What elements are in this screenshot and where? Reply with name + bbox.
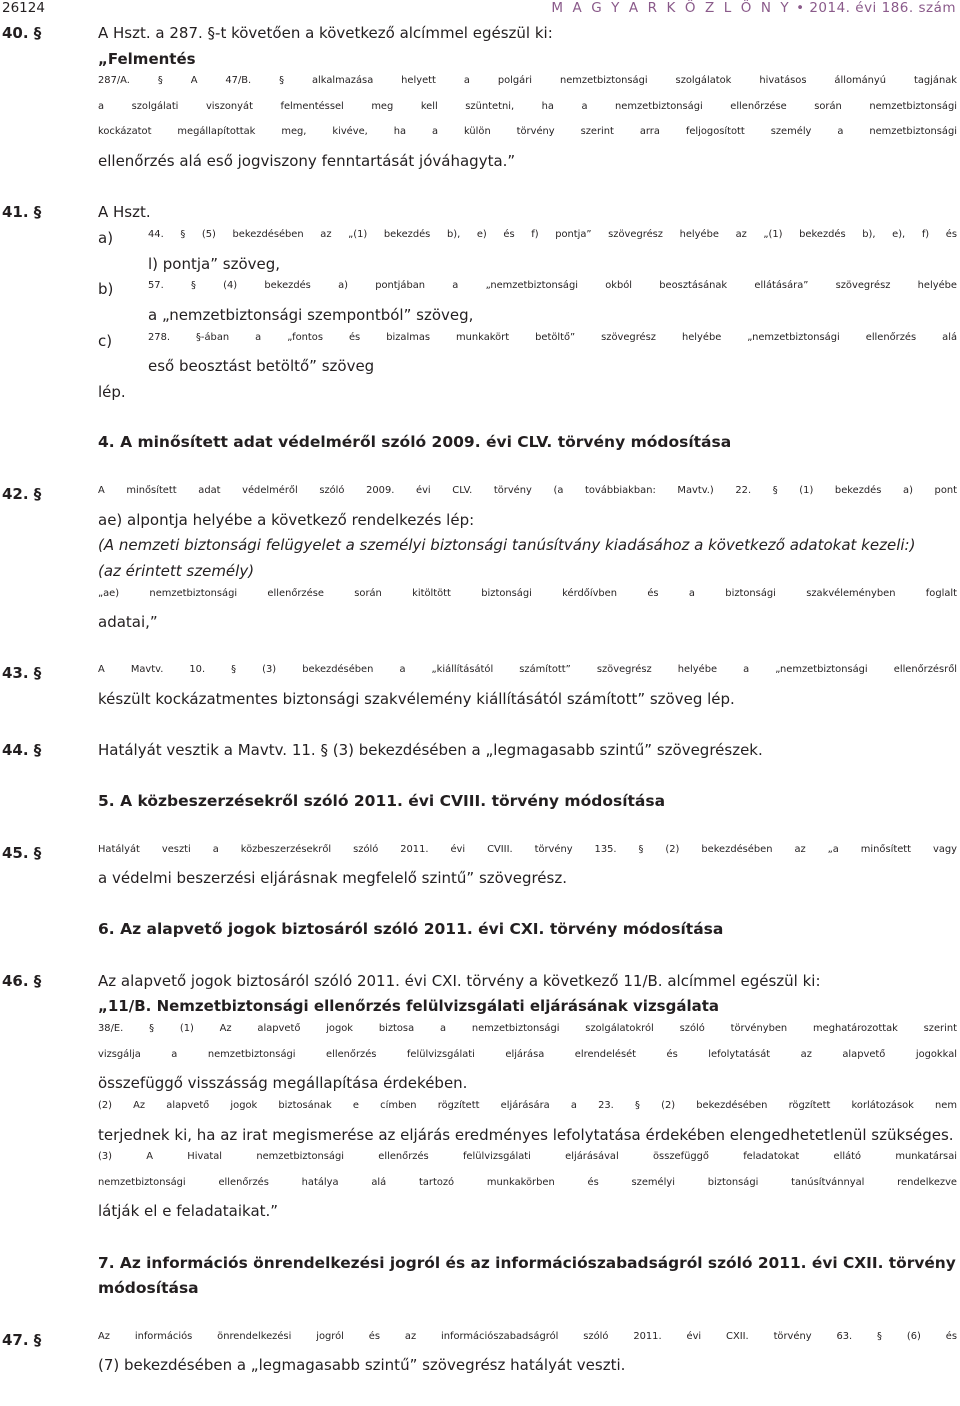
text-line: adatai,” [98,613,158,631]
text-line: (A nemzeti biztonsági felügyelet a személyi biztonsági tanúsítvány kiadásához a következő adatokat kezeli:) [98,536,916,554]
text-line: A minősített adat védelméről szóló 2009. évi CLV. törvény (a továbbiakban: Mavtv.) 22. § (1) bekezdés a) pont [98,485,957,496]
text-line: ae) alpontja helyébe a következő rendelkezés lép: [98,511,475,529]
chapter-heading: 5. A közbeszerzésekről szóló 2011. évi CVIII. törvény módosítása [98,792,666,810]
section-number: 45. § [2,844,42,862]
text-line: a szolgálati viszonyát felmentéssel meg kell szüntetni, ha a nemzetbiztonsági ellenőrzése során nemzetbiztonsági [98,101,957,112]
text-line: a védelmi beszerzési eljárásnak megfelelő szintű” szövegrész. [98,869,567,887]
page-number: 26124 [2,0,45,16]
section-number: 40. § [2,24,42,42]
chapter-heading: módosítása [98,1279,199,1297]
text-line: látják el e feladataikat.” [98,1202,279,1220]
text-line: (az érintett személy) [98,562,255,580]
text-line: lép. [98,383,126,401]
list-item-text: a „nemzetbiztonsági szempontból” szöveg, [148,306,474,324]
section-number: 46. § [2,972,42,990]
bullet-separator: • [796,0,805,16]
list-label: c) [98,332,113,350]
chapter-heading: 4. A minősített adat védelméről szóló 2009. évi CLV. törvény módosítása [98,433,732,451]
list-item-text: l) pontja” szöveg, [148,255,281,273]
text-line: ellenőrzés alá eső jogviszony fenntartását jóváhagyta.” [98,152,516,170]
text-line: 38/E. § (1) Az alapvető jogok biztosa a nemzetbiztonsági szolgálatokról szóló törvényben meghatározottak szerint [98,1023,957,1034]
text-line: készült kockázatmentes biztonsági szakvélemény kiállításától számított” szöveg lép. [98,690,735,708]
subtitle: „Felmentés [98,50,196,68]
text-line: kockázatot megállapítottak meg, kivéve, ha a külön törvény szerint arra feljogosított személy a nemzetbiztonsági [98,126,957,137]
text-line: Az információs önrendelkezési jogról és az információszabadságról szóló 2011. évi CXII. törvény 63. § (6) és [98,1331,957,1342]
text-line: összefüggő visszásság megállapítása érdekében. [98,1074,468,1092]
section-number: 42. § [2,485,42,503]
section-number: 43. § [2,664,42,682]
text-line: 287/A. § A 47/B. § alkalmazása helyett a polgári nemzetbiztonsági szolgálatok hivatásos állományú tagjának [98,75,957,86]
text-line: (2) Az alapvető jogok biztosának e címben rögzített eljárására a 23. § (2) bekezdésében rögzített korlátozások nem [98,1100,957,1111]
text-line: Hatályát vesztik a Mavtv. 11. § (3) bekezdésében a „legmagasabb szintű” szövegrészek. [98,741,763,759]
text-line: (3) A Hivatal nemzetbiztonsági ellenőrzés felülvizsgálati eljárásával összefüggő feladatokat ellátó munkatársai [98,1151,957,1162]
list-label: a) [98,229,114,247]
text-line: nemzetbiztonsági ellenőrzés hatálya alá tartozó munkakörben és személyi biztonsági tanúsítvánnyal rendelkezve [98,1177,957,1188]
chapter-heading: 6. Az alapvető jogok biztosáról szóló 2011. évi CXI. törvény módosítása [98,920,724,938]
chapter-heading: 7. Az információs önrendelkezési jogról és az információszabadságról szóló 2011. évi CXII. törvény [98,1254,956,1272]
text-line: Az alapvető jogok biztosáról szóló 2011. évi CXI. törvény a következő 11/B. alcímmel egészül ki: [98,972,821,990]
text-line: A Hszt. [98,203,151,221]
section-number: 44. § [2,741,42,759]
list-item-text: 44. § (5) bekezdésében az „(1) bekezdés b), e) és f) pontja” szövegrész helyébe az „(1) bekezdés b), e), f) és [148,229,957,240]
subtitle: „11/B. Nemzetbiztonsági ellenőrzés felülvizsgálati eljárásának vizsgálata [98,997,720,1015]
list-item-text: 57. § (4) bekezdés a) pontjában a „nemzetbiztonsági okból beosztásának ellátására” szövegrész helyébe [148,280,957,291]
text-line: vizsgálja a nemzetbiztonsági ellenőrzés felülvizsgálati eljárása elrendelését és lefolytatását az alapvető jogokkal [98,1049,957,1060]
list-label: b) [98,280,114,298]
journal-name: M A G Y A R K Ö Z L Ö N Y [551,0,792,16]
section-number: 47. § [2,1331,42,1349]
text-line: „ae) nemzetbiztonsági ellenőrzése során kitöltött biztonsági kérdőívben és a biztonsági szakvéleményben foglalt [98,588,957,599]
text-line: (7) bekezdésében a „legmagasabb szintű” szövegrész hatályát veszti. [98,1356,626,1374]
list-item-text: 278. §-ában a „fontos és bizalmas munkakört betöltő” szövegrész helyébe „nemzetbiztonsági ellenőrzés alá [148,332,957,343]
section-number: 41. § [2,203,42,221]
list-item-text: eső beosztást betöltő” szöveg [148,357,375,375]
text-line: A Hszt. a 287. §-t követően a következő alcímmel egészül ki: [98,24,553,42]
journal-issue-info [551,0,956,16]
text-line: A Mavtv. 10. § (3) bekezdésében a „kiállításától számított” szövegrész helyébe a „nemzetbiztonsági ellenőrzésről [98,664,957,675]
issue-number: 2014. évi 186. szám [809,0,956,16]
text-line: terjednek ki, ha az irat megismerése az eljárás eredményes lefolytatása érdekében elengedhetetlenül szükséges. [98,1126,954,1144]
text-line: Hatályát veszti a közbeszerzésekről szóló 2011. évi CVIII. törvény 135. § (2) bekezdésében az „a minősített vagy [98,844,957,855]
